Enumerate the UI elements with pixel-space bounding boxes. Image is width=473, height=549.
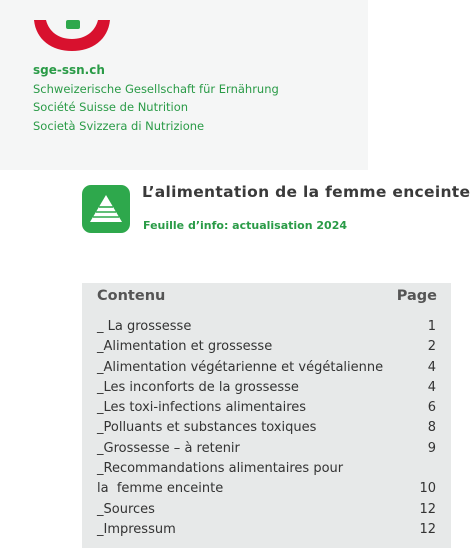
toc-item-label: _Les inconforts de la grossesse [97, 379, 299, 395]
toc-item-page: 12 [419, 521, 436, 537]
toc-item[interactable] [97, 378, 436, 398]
sge-logo-icon [32, 20, 112, 51]
toc-item-label: _Alimentation et grossesse [97, 339, 273, 355]
toc-page-heading: Page [396, 288, 437, 304]
toc-item-label: _Sources [97, 501, 155, 517]
toc-item[interactable] [97, 358, 436, 378]
toc-list [97, 317, 436, 540]
organization-name-it: Società Svizzera di Nutrizione [33, 118, 205, 133]
toc-item-label: _Impressum [97, 521, 176, 537]
toc-item-label: _Polluants et substances toxiques [97, 420, 317, 436]
toc-item-label: _Les toxi-infections alimentaires [97, 400, 307, 416]
toc-item-page: 4 [427, 359, 436, 375]
toc-heading: Contenu [97, 288, 166, 304]
toc-item-label: _Alimentation végétarienne et végétalienne [97, 359, 384, 375]
food-pyramid-icon [82, 185, 130, 233]
toc-item-page: 6 [427, 400, 436, 416]
organization-block [33, 61, 279, 135]
toc-item[interactable] [97, 520, 436, 540]
toc-item[interactable] [97, 398, 436, 418]
toc-item-page: 9 [427, 440, 436, 456]
toc-item-label: _Grossesse – à retenir [97, 440, 240, 456]
toc-item[interactable] [97, 337, 436, 357]
toc-item[interactable] [97, 439, 436, 459]
toc-item-page: 2 [427, 339, 436, 355]
toc-item[interactable] [97, 459, 436, 500]
toc-item-page: 12 [419, 501, 436, 517]
toc-item-page: 10 [419, 481, 436, 497]
toc-item-page: 4 [427, 379, 436, 395]
organization-url[interactable]: sge-ssn.ch [33, 63, 105, 77]
document-title: L’alimentation de la femme enceinte [142, 183, 471, 201]
header-band [0, 0, 368, 170]
organization-name-fr: Société Suisse de Nutrition [33, 100, 189, 114]
organization-name-de: Schweizerische Gesellschaft für Ernährung [33, 81, 279, 96]
toc-item-label: _Recommandations alimentaires pour la femme enceinte [97, 461, 344, 497]
toc-item-page: 8 [427, 420, 436, 436]
toc-item[interactable] [97, 500, 436, 520]
toc-item-page: 1 [427, 319, 436, 334]
toc-item[interactable] [97, 317, 436, 337]
toc-item[interactable] [97, 418, 436, 438]
document-subtitle: Feuille d’info: actualisation 2024 [143, 219, 348, 232]
table-of-contents [82, 283, 451, 548]
toc-header [97, 288, 437, 304]
toc-item-label: _ La grossesse [97, 319, 192, 334]
